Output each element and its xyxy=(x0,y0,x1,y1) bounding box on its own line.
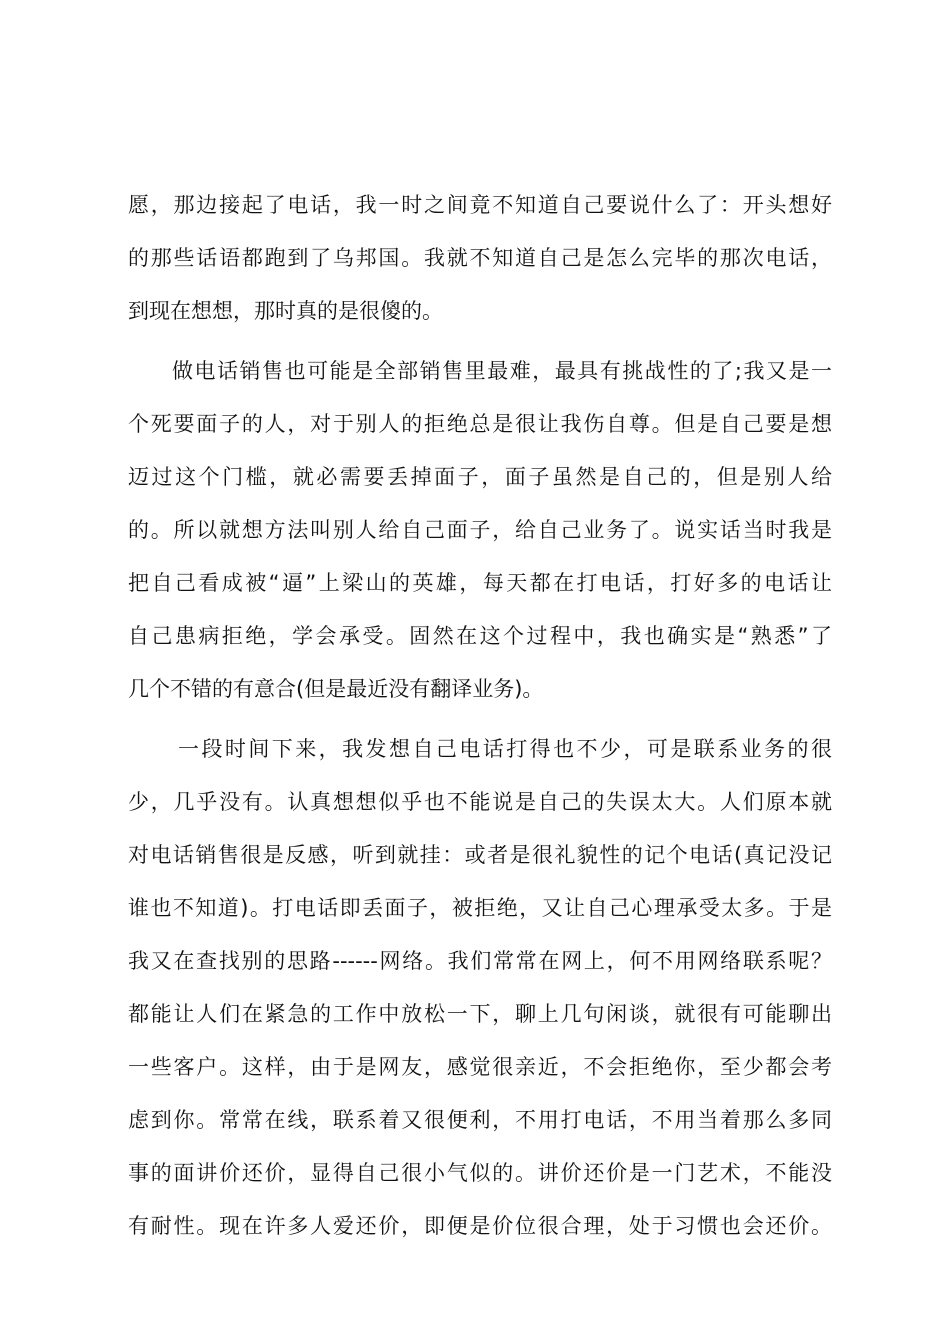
paragraph-1-line-1: 愿，那边接起了电话，我一时之间竟不知道自己要说什么了：开头想好 xyxy=(128,193,832,217)
paragraph-3-line-8: 虑到你。常常在线，联系着又很便利，不用打电话，不用当着那么多同 xyxy=(128,1108,832,1132)
paragraph-2-line-6: 自己患病拒绝，学会承受。固然在这个过程中，我也确实是“熟悉”了 xyxy=(128,624,832,648)
paragraph-2-line-5: 把自己看成被“逼”上梁山的英雄，每天都在打电话，打好多的电话让 xyxy=(128,571,832,595)
paragraph-1-line-3: 到现在想想，那时真的是很傻的。 xyxy=(128,299,443,323)
paragraph-2-line-2: 个死要面子的人，对于别人的拒绝总是很让我伤自尊。但是自己要是想 xyxy=(128,412,832,436)
paragraph-3-line-1: 一段时间下来，我发想自己电话打得也不少，可是联系业务的很 xyxy=(178,737,832,761)
paragraph-2-line-7: 几个不错的有意合(但是最近没有翻译业务)。 xyxy=(128,677,544,701)
paragraph-3-line-6: 都能让人们在紧急的工作中放松一下，聊上几句闲谈，就很有可能聊出 xyxy=(128,1002,832,1026)
paragraph-3-line-2: 少，几乎没有。认真想想似乎也不能说是自己的失误太大。人们原本就 xyxy=(128,790,832,814)
paragraph-2-line-1: 做电话销售也可能是全部销售里最难，最具有挑战性的了;我又是一 xyxy=(172,359,832,383)
paragraph-3-line-10: 有耐性。现在许多人爱还价，即便是价位很合理，处于习惯也会还价。 xyxy=(128,1214,832,1238)
paragraph-3-line-4: 谁也不知道)。打电话即丢面子，被拒绝，又让自己心理承受太多。于是 xyxy=(128,896,832,920)
paragraph-3-line-3: 对电话销售很是反感，听到就挂：或者是很礼貌性的记个电话(真记没记 xyxy=(128,843,832,867)
paragraph-3-line-9: 事的面讲价还价，显得自己很小气似的。讲价还价是一门艺术，不能没 xyxy=(128,1161,832,1185)
paragraph-1-line-2: 的那些话语都跑到了乌邦国。我就不知道自己是怎么完毕的那次电话， xyxy=(128,246,832,270)
paragraph-3-line-7: 一些客户。这样，由于是网友，感觉很亲近，不会拒绝你，至少都会考 xyxy=(128,1055,832,1079)
paragraph-2-line-4: 的。所以就想方法叫别人给自己面子，给自己业务了。说实话当时我是 xyxy=(128,518,832,542)
paragraph-3-line-5: 我又在查找别的思路------网络。我们常常在网上，何不用网络联系呢？ xyxy=(128,949,832,973)
paragraph-2-line-3: 迈过这个门槛，就必需要丢掉面子，面子虽然是自己的，但是别人给 xyxy=(128,465,832,489)
